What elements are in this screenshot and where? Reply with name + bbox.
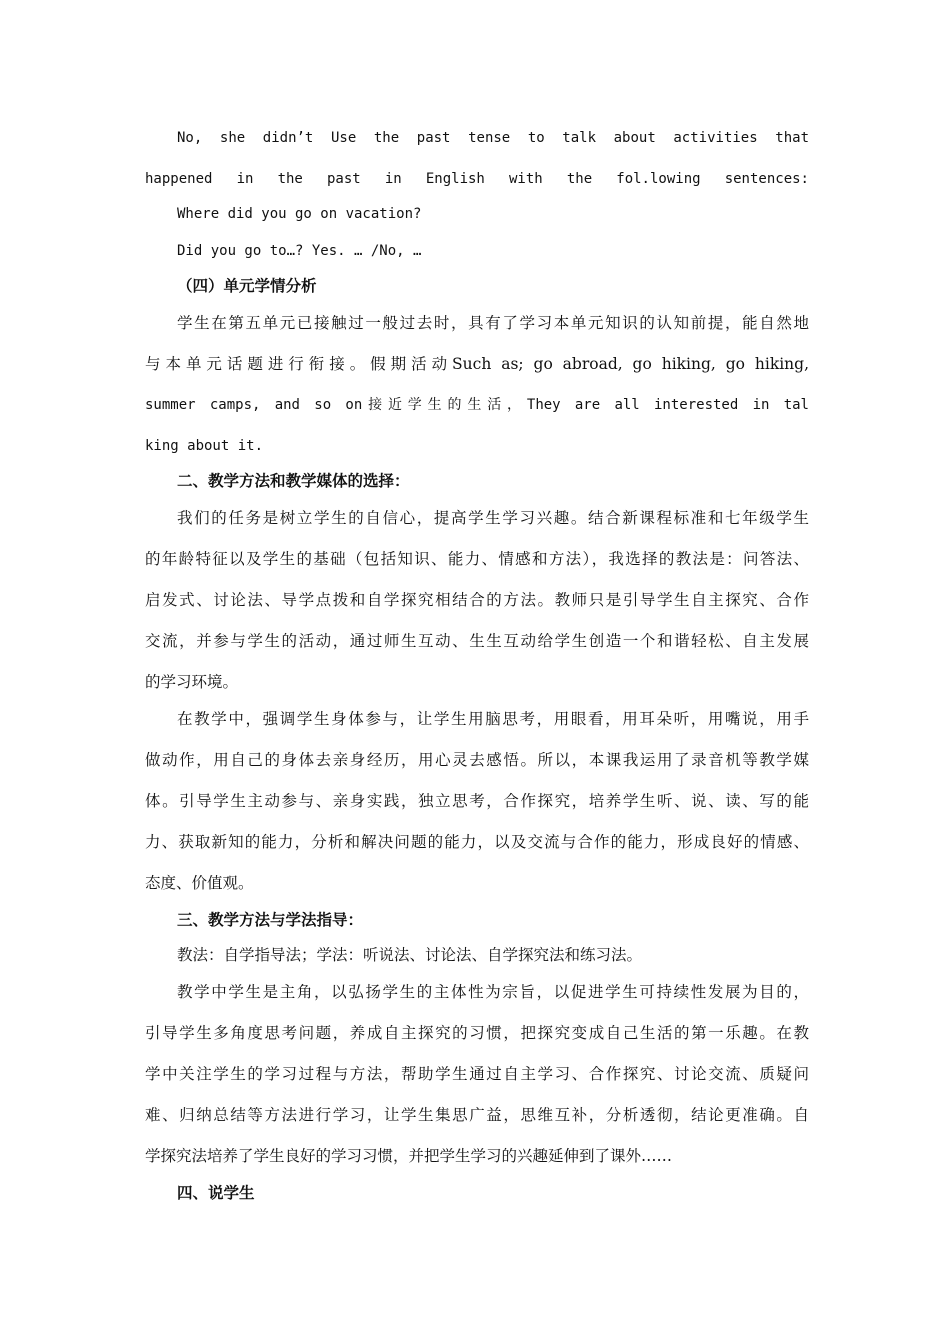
- section-heading: 四、说学生: [177, 1183, 255, 1202]
- text-line: 引导学生多角度思考问题，养成自主探究的习惯，把探究变成自己生活的第一乐趣。在教: [145, 1024, 809, 1042]
- text-line: summer camps, and so on接近学生的生活，They are all interested in tal: [145, 397, 809, 413]
- text-line: Where did you go on vacation?: [177, 206, 422, 222]
- text-line: happened in the past in English with the fol.lowing sentences:: [145, 171, 809, 187]
- text-line: 做动作，用自己的身体去亲身经历，用心灵去感悟。所以，本课我运用了录音机等教学媒: [145, 751, 809, 769]
- text-line: 教学中学生是主角，以弘扬学生的主体性为宗旨，以促进学生可持续性发展为目的，: [177, 983, 809, 1001]
- text-line: 学中关注学生的学习过程与方法，帮助学生通过自主学习、合作探究、讨论交流、质疑问: [145, 1065, 809, 1083]
- text-line: 的学习环境。: [145, 673, 239, 691]
- section-heading: 三、教学方法与学法指导：: [177, 910, 364, 929]
- text-line: 体。引导学生主动参与、亲身实践，独立思考，合作探究，培养学生听、说、读、写的能: [145, 792, 809, 810]
- text-line: 交流，并参与学生的活动，通过师生互动、生生互动给学生创造一个和谐轻松、自主发展: [145, 632, 809, 650]
- section-heading: （四）单元学情分析: [177, 276, 317, 295]
- text-line: 的年龄特征以及学生的基础（包括知识、能力、情感和方法），我选择的教法是：问答法、: [145, 550, 809, 568]
- text-line: 态度、价值观。: [145, 874, 254, 892]
- text-line: 难、归纳总结等方法进行学习，让学生集思广益，思维互补，分析透彻，结论更准确。自: [145, 1106, 809, 1124]
- text-line: 与本单元话题进行衔接。假期活动Such as; go abroad, go hiking, go hiking,: [145, 355, 809, 373]
- text-line: 学生在第五单元已接触过一般过去时，具有了学习本单元知识的认知前提，能自然地: [177, 314, 809, 332]
- text-line: 在教学中，强调学生身体参与，让学生用脑思考，用眼看，用耳朵听，用嘴说，用手: [177, 710, 809, 728]
- text-line: king about it.: [145, 438, 264, 454]
- text-line: Did you go to…? Yes. … /No, …: [177, 243, 422, 259]
- text-line: 启发式、讨论法、导学点拨和自学探究相结合的方法。教师只是引导学生自主探究、合作: [145, 591, 809, 609]
- text-line: 学探究法培养了学生良好的学习习惯，并把学生学习的兴趣延伸到了课外……: [145, 1147, 673, 1165]
- section-heading: 二、教学方法和教学媒体的选择：: [177, 471, 410, 490]
- text-line: No, she didn’t Use the past tense to talk about activities that: [177, 130, 809, 146]
- text-line: 力、获取新知的能力，分析和解决问题的能力，以及交流与合作的能力，形成良好的情感、: [145, 833, 809, 851]
- text-line: 我们的任务是树立学生的自信心，提高学生学习兴趣。结合新课程标准和七年级学生: [177, 509, 809, 527]
- text-line: 教法：自学指导法；学法：听说法、讨论法、自学探究法和练习法。: [177, 946, 643, 964]
